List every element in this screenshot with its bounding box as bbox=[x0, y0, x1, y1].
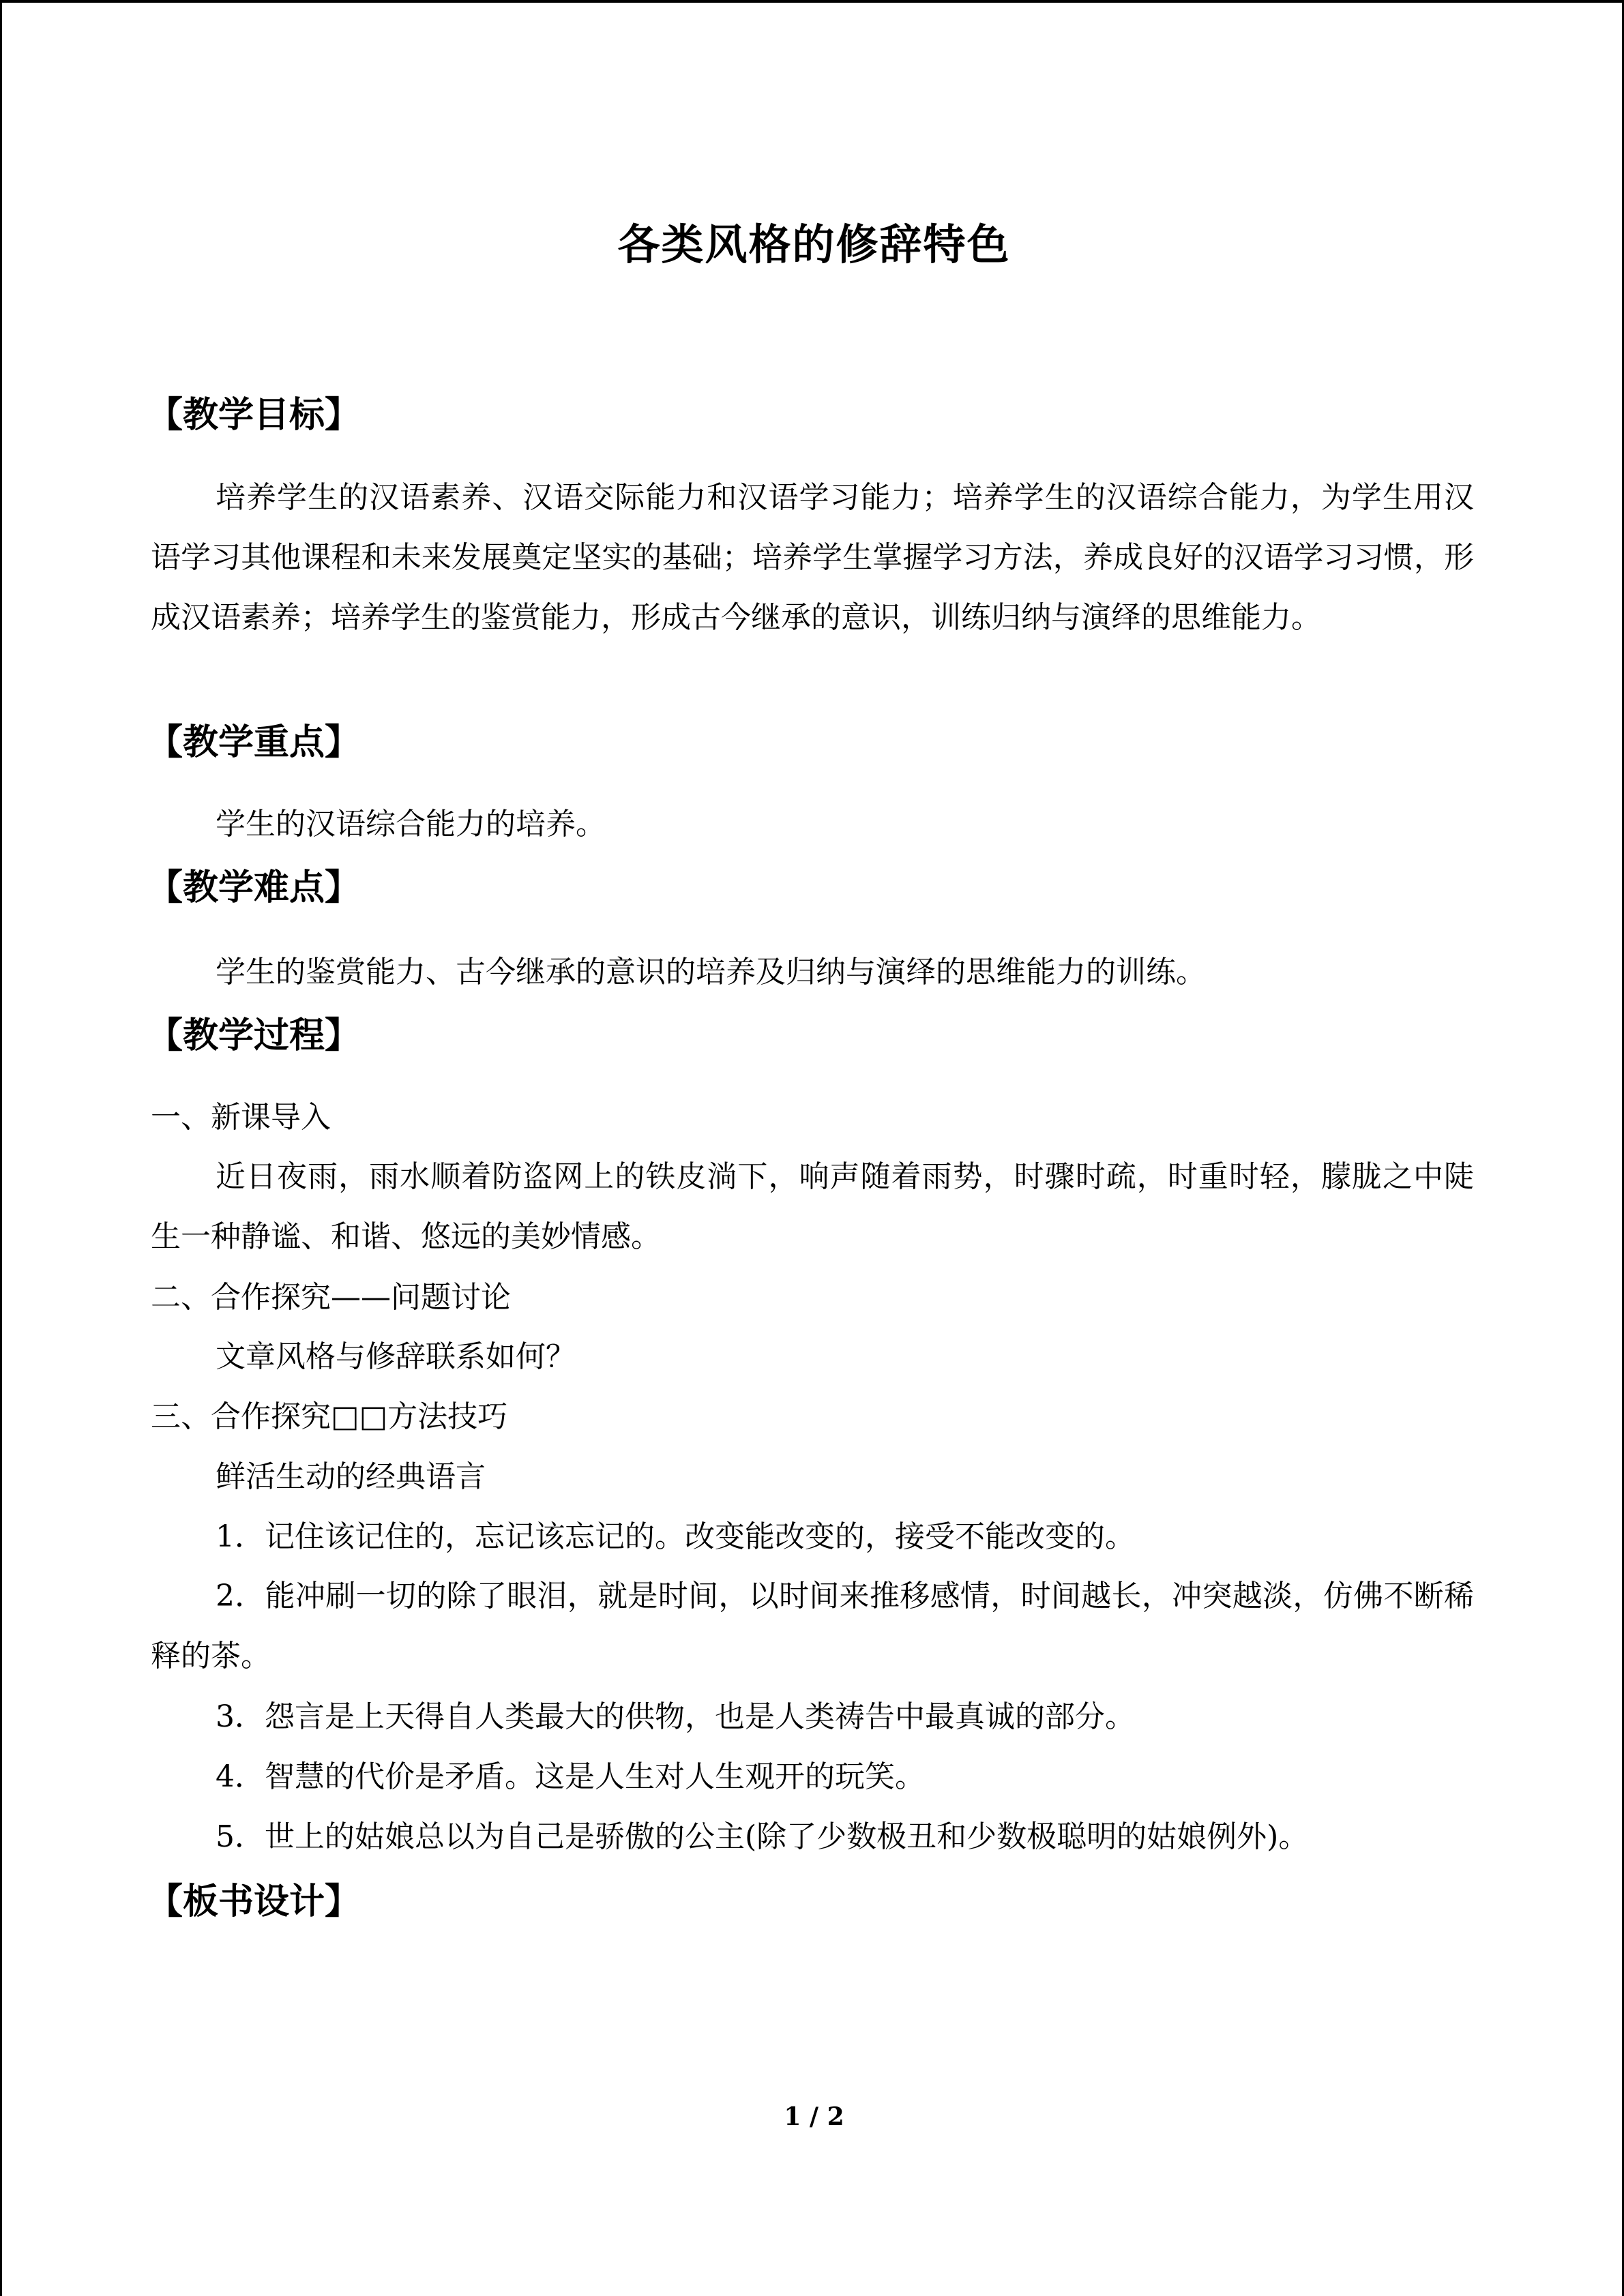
difficulties-text: 学生的鉴赏能力、古今继承的意识的培养及归纳与演绎的思维能力的训练。 bbox=[216, 955, 1206, 989]
heading-key-points: 【教学重点】 bbox=[147, 722, 361, 763]
section-discussion-question: 文章风格与修辞联系如何？ bbox=[216, 1339, 576, 1374]
section-methods-subtitle: 鲜活生动的经典语言 bbox=[216, 1459, 486, 1494]
list-item: 4．智慧的代价是矛盾。这是人生对人生观开的玩笑。 bbox=[216, 1759, 925, 1794]
list-item: 5．世上的姑娘总以为自己是骄傲的公主(除了少数极丑和少数极聪明的姑娘例外)。 bbox=[216, 1819, 1309, 1854]
page-number: 1 / 2 bbox=[784, 2102, 844, 2131]
key-points-text: 学生的汉语综合能力的培养。 bbox=[216, 807, 606, 841]
document-title: 各类风格的修辞特色 bbox=[617, 220, 1011, 269]
heading-difficulties: 【教学难点】 bbox=[147, 867, 361, 908]
heading-board-design: 【板书设计】 bbox=[147, 1881, 361, 1922]
list-item: 1．记住该记住的，忘记该忘记的。改变能改变的，接受不能改变的。 bbox=[216, 1519, 1135, 1554]
teaching-goals-paragraph: 培养学生的汉语素养、汉语交际能力和汉语学习能力；培养学生的汉语综合能力，为学生用汉语学习其他课程和未来发展奠定坚实的基础；培养学生掌握学习方法，养成良好的汉语学习习惯，形成汉语素养；培养学生的鉴赏能力，形成古今继承的意识，训练归纳与演绎的思维能力。 bbox=[151, 480, 1474, 635]
section-discussion-title: 二、合作探究——问题讨论 bbox=[151, 1280, 511, 1315]
section-intro-paragraph: 近日夜雨，雨水顺着防盗网上的铁皮淌下，响声随着雨势，时骤时疏，时重时轻，朦胧之中陡生一种静谧、和谐、悠远的美妙情感。 bbox=[151, 1159, 1474, 1254]
section-methods-title: 三、合作探究□□方法技巧 bbox=[151, 1399, 508, 1434]
section-intro-title: 一、新课导入 bbox=[151, 1100, 331, 1135]
heading-teaching-process: 【教学过程】 bbox=[147, 1015, 361, 1056]
heading-teaching-goals: 【教学目标】 bbox=[147, 395, 361, 436]
list-item: 3．怨言是上天得自人类最大的供物，也是人类祷告中最真诚的部分。 bbox=[216, 1699, 1135, 1734]
list-item: 2．能冲刷一切的除了眼泪，就是时间，以时间来推移感情，时间越长，冲突越淡，仿佛不断稀释的茶。 bbox=[151, 1579, 1474, 1673]
